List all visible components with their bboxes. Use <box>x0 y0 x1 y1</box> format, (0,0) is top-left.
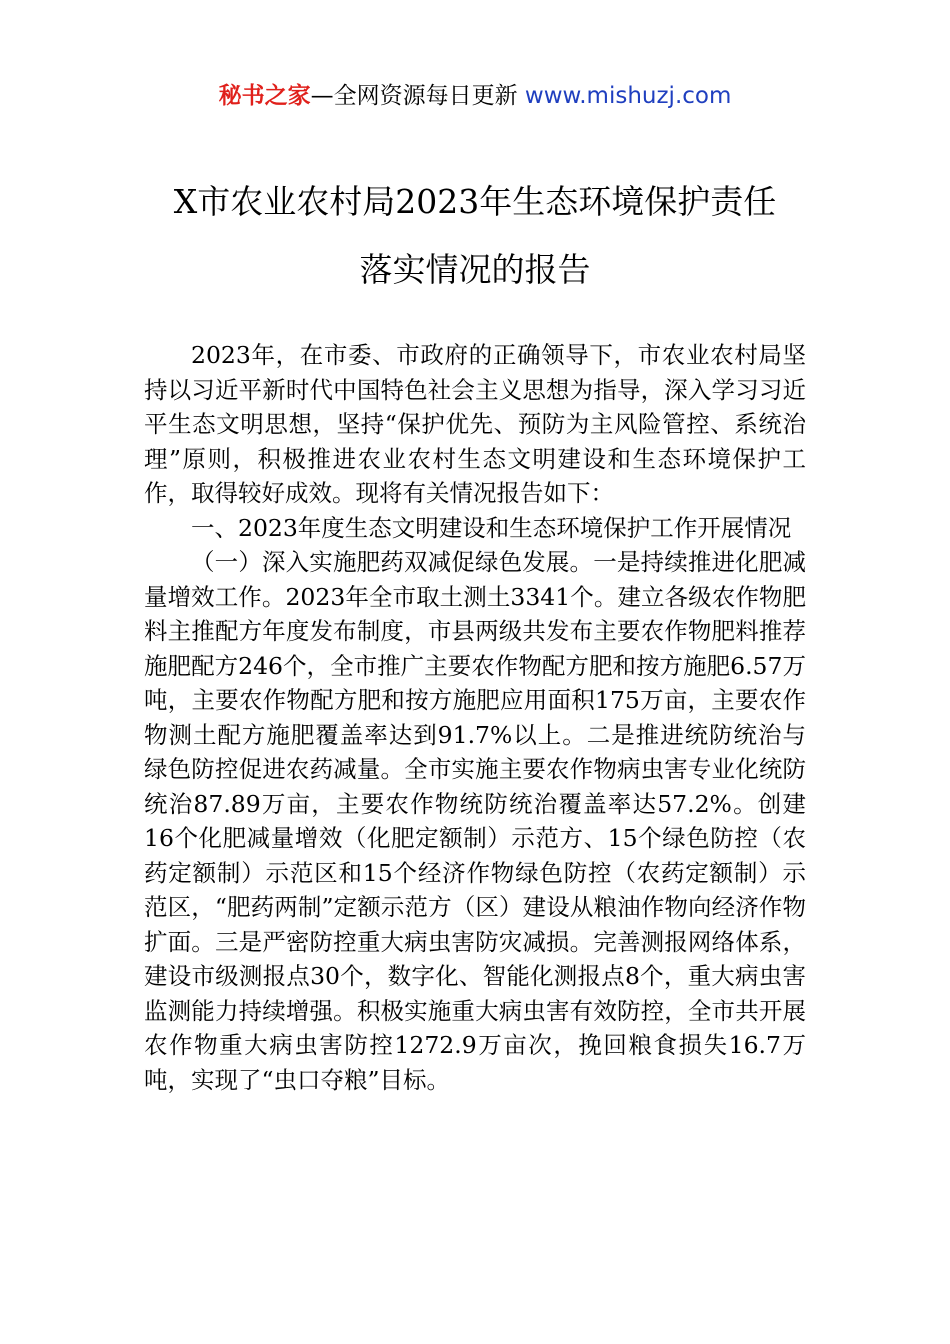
intro-paragraph: 2023年，在市委、市政府的正确领导下，市农业农村局坚持以习近平新时代中国特色社会主义思想为指导，深入学习习近平生态文明思想，坚持“保护优先、预防为主风险管控、系统治理”原则，积极推进农业农村生态文明建设和生态环境保护工作，取得较好成效。现将有关情况报告如下： <box>144 341 806 507</box>
document-title-line-2: 落实情况的报告 <box>359 250 591 289</box>
document-title-line-1: X市农业农村局2023年生态环境保护责任 <box>173 182 777 221</box>
subsection-paragraph: （一）深入实施肥药双减促绿色发展。一是持续推进化肥减量增效工作。2023年全市取土测土3341个。建立各级农作物肥料主推配方年度发布制度，市县两级共发布主要农作物肥料推荐施肥配方246个，全市推广主要农作物配方肥和按方施肥6.57万吨，主要农作物配方肥和按方施肥应用面积175万亩，主要农作物测土配方施肥覆盖率达到91.7%以上。二是推进统防统治与绿色防控促进农药减量。全市实施主要农作物病虫害专业化统防统治87.89万亩，主要农作物统防统治覆盖率达57.2%。创建16个化肥减量增效（化肥定额制）示范方、15个绿色防控（农药定额制）示范区和15个经济作物绿色防控（农药定额制）示范区，“肥药两制”定额示范方（区）建设从粮油作物向经济作物扩面。三是严密防控重大病虫害防灾减损。完善测报网络体系，建设市级测报点30个，数字化、智能化测报点8个，重大病虫害监测能力持续增强。积极实施重大病虫害有效防控，全市共开展农作物重大病虫害防控1272.9万亩次，挽回粮食损失16.7万吨，实现了“虫口夺粮”目标。 <box>144 548 806 1094</box>
header-tagline: —全网资源每日更新 <box>310 83 525 109</box>
brand-name: 秘书之家 <box>218 83 311 109</box>
site-header <box>0 80 950 112</box>
document-body <box>144 338 806 1097</box>
section-heading: 一、2023年度生态文明建设和生态环境保护工作开展情况 <box>191 513 792 542</box>
site-url[interactable]: www.mishuzj.com <box>524 83 732 109</box>
